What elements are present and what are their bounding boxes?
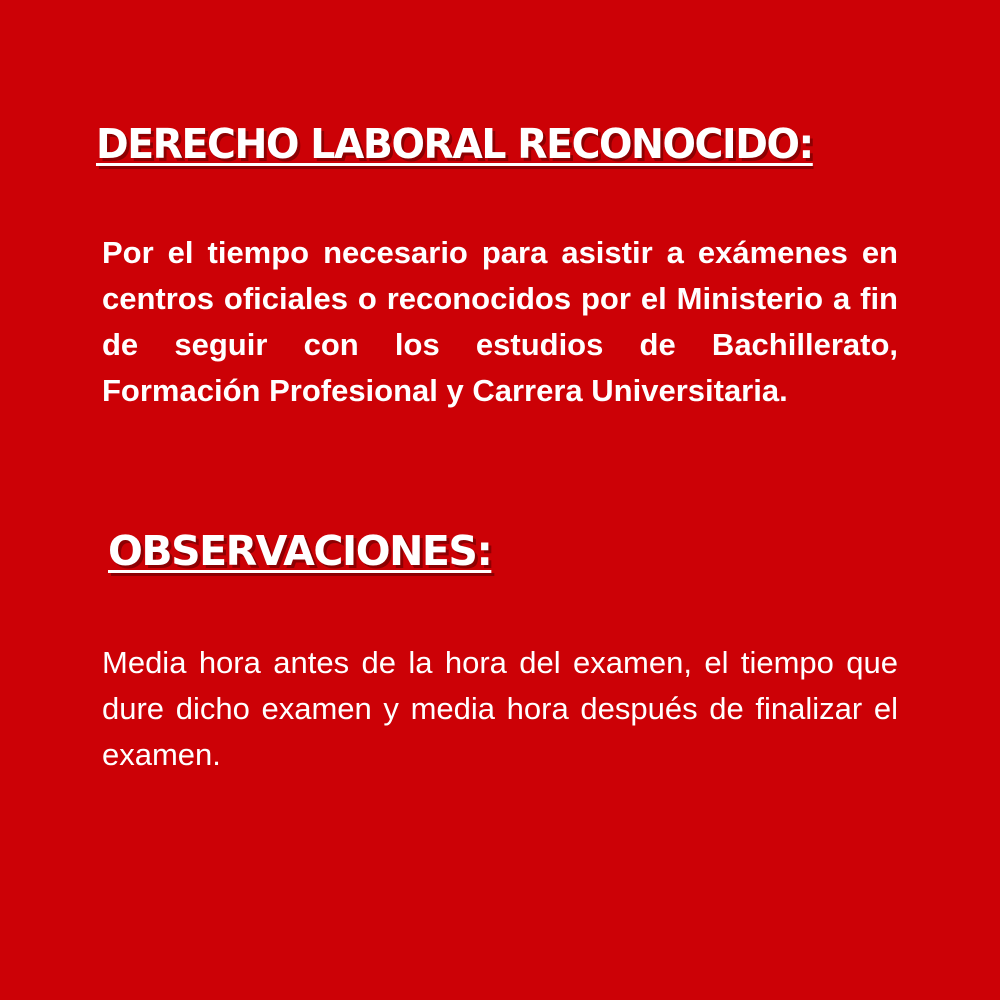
observaciones-heading: OBSERVACIONES: [108,527,492,575]
observaciones-text: Media hora antes de la hora del examen, el tiempo que dure dicho examen y media hora después de finalizar el examen. [102,645,898,772]
derecho-laboral-text: Por el tiempo necesario para asistir a exámenes en centros oficiales o reconocidos por el Ministerio a fin de seguir con los estudios de Bachillerato, Formación Profesional y Carrera Universitaria. [102,235,898,408]
derecho-laboral-heading: DERECHO LABORAL RECONOCIDO: [96,120,813,168]
